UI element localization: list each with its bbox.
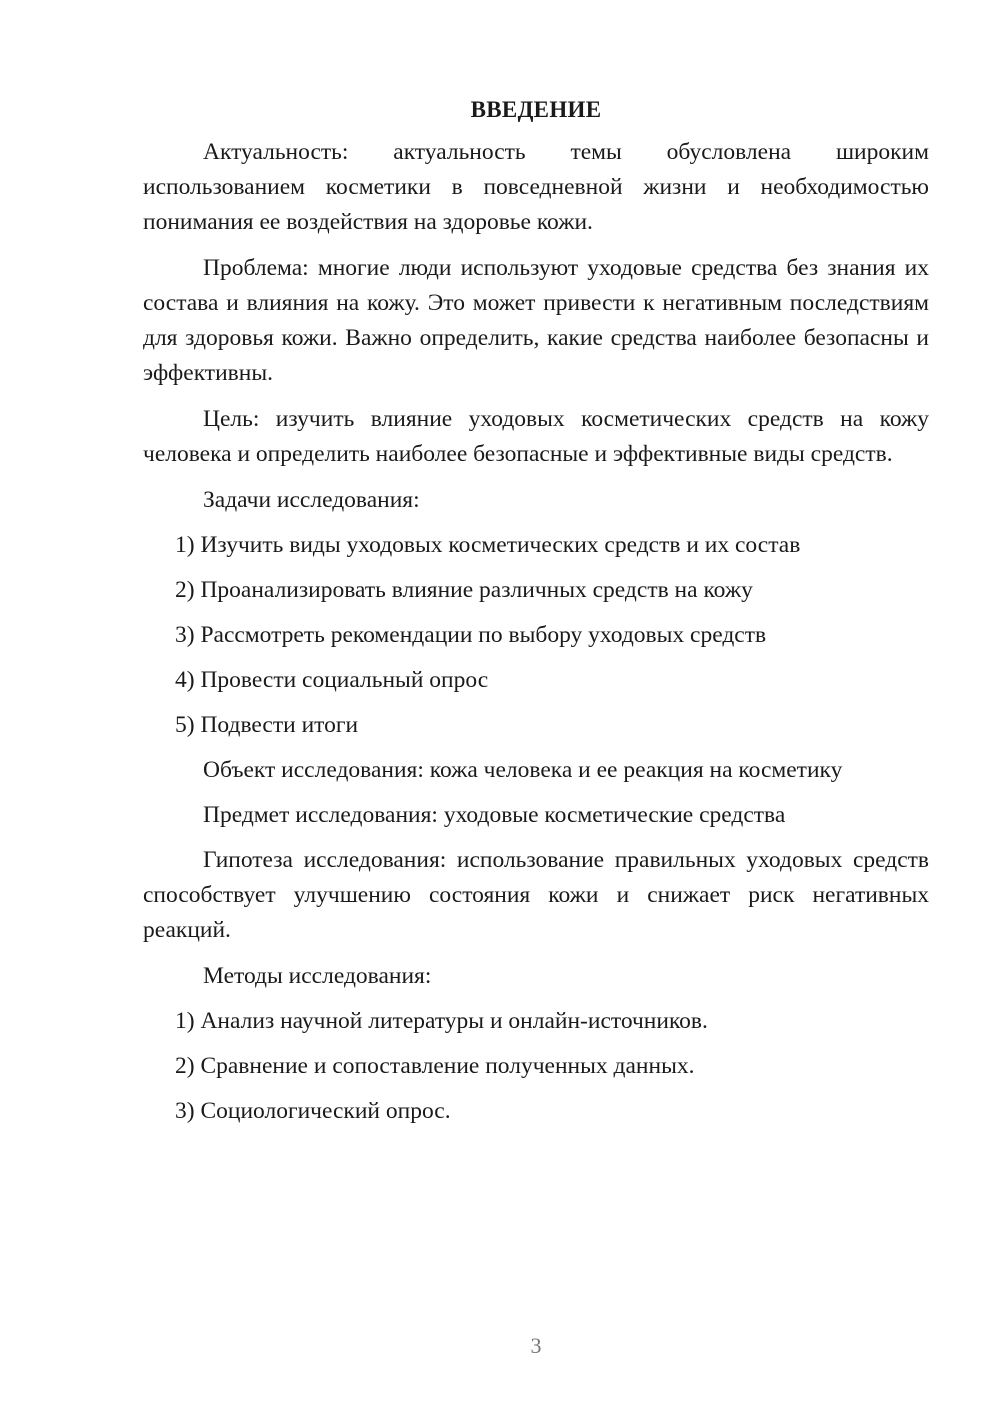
method-item-3: 3) Социологический опрос. [175, 1098, 451, 1124]
task-item-5: 5) Подвести итоги [175, 712, 359, 738]
problem-paragraph: Проблема: многие люди используют уходовые средства без знания их состава и влияния на кожу. Это может привести к негативным последствиям для здоровья кожи. Важно определить, какие средства наиболее безопасны и эффективны. [143, 255, 929, 386]
method-item-1: 1) Анализ научной литературы и онлайн-источников. [175, 1008, 708, 1034]
page-number: 3 [530, 1333, 542, 1358]
task-item-2: 2) Проанализировать влияние различных средств на кожу [175, 577, 753, 603]
subject-paragraph: Предмет исследования: уходовые косметические средства [203, 802, 786, 828]
page-content [143, 92, 929, 1139]
task-item-3: 3) Рассмотреть рекомендации по выбору уходовых средств [175, 622, 767, 648]
methods-heading: Методы исследования: [203, 963, 432, 989]
relevance-paragraph: Актуальность: актуальность темы обусловлена широким использованием косметики в повседневной жизни и необходимостью понимания ее воздействия на здоровье кожи. [143, 139, 929, 235]
goal-paragraph: Цель: изучить влияние уходовых косметических средств на кожу человека и определить наиболее безопасные и эффективные виды средств. [143, 406, 929, 467]
task-item-4: 4) Провести социальный опрос [175, 667, 489, 693]
object-paragraph: Объект исследования: кожа человека и ее реакция на косметику [203, 757, 843, 783]
method-item-2: 2) Сравнение и сопоставление полученных данных. [175, 1053, 695, 1079]
task-item-1: 1) Изучить виды уходовых косметических средств и их состав [175, 532, 801, 558]
hypothesis-paragraph: Гипотеза исследования: использование правильных уходовых средств способствует улучшению состояния кожи и снижает риск негативных реакций. [143, 847, 929, 943]
tasks-heading: Задачи исследования: [203, 487, 420, 513]
page-title: ВВЕДЕНИЕ [470, 97, 602, 122]
